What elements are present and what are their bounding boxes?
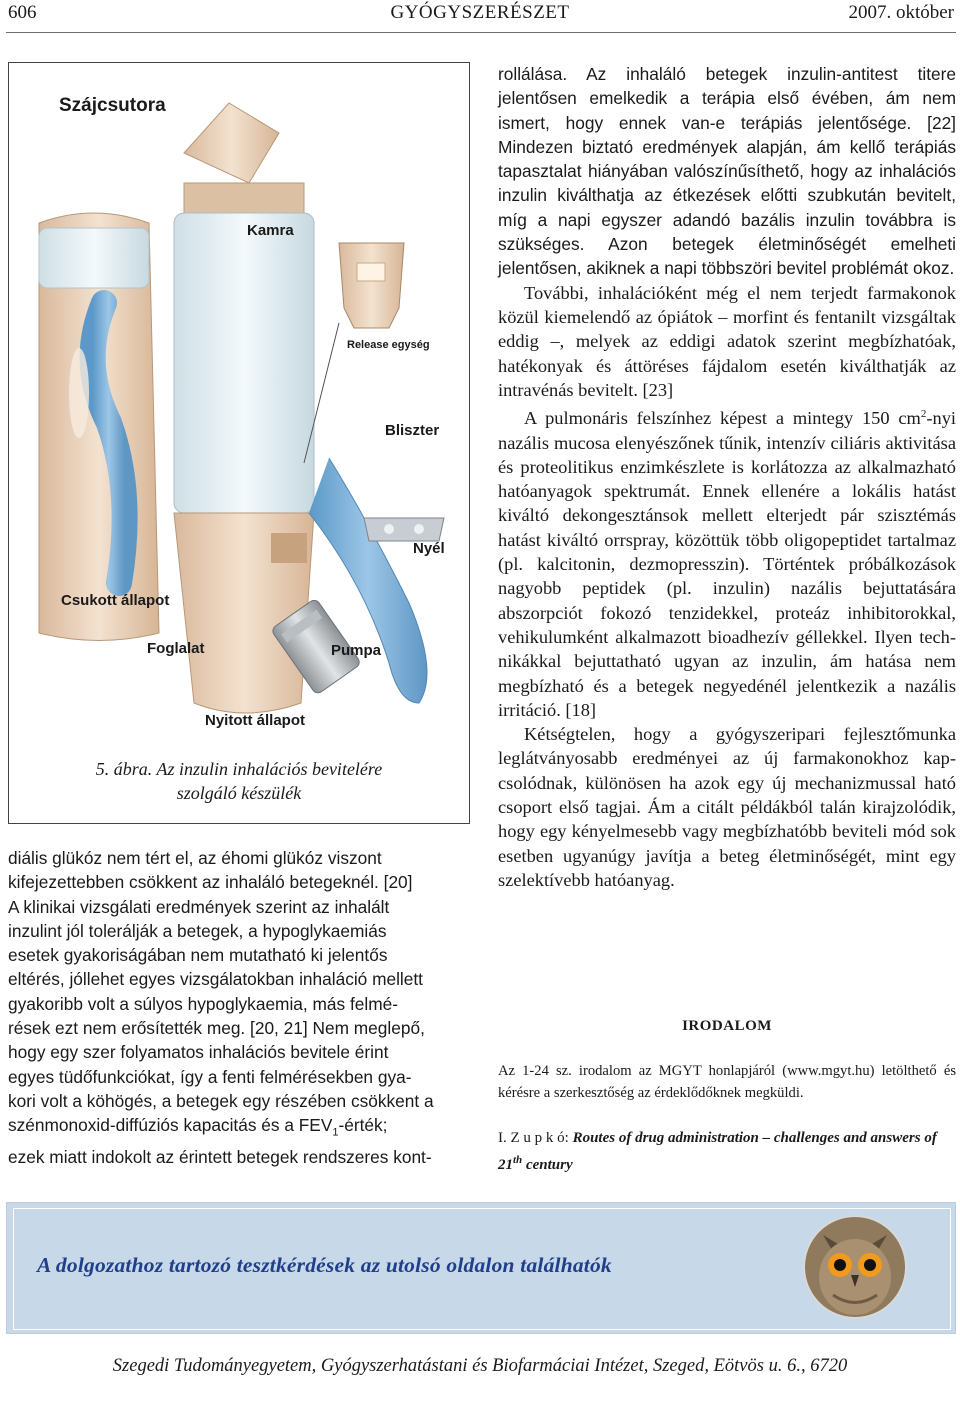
article-citation	[498, 1127, 956, 1176]
label-pump: Pumpa	[331, 642, 382, 659]
journal-name: GYÓGYSZERÉSZET	[390, 2, 570, 23]
fev-text-end: -érték;	[338, 1115, 388, 1136]
figure-caption	[9, 757, 469, 805]
paragraph-text: A pulmonáris felszínhez képest a mintegy 150 cm	[524, 408, 921, 429]
text-line: rések ezt nem erősítették meg. [20, 21] Nem meglepő,	[8, 1018, 425, 1039]
text-line: eltérés, jóllehet egyes vizsgálatokban inhaláció mellett	[8, 969, 423, 990]
label-mouthpiece: Szájcsutora	[59, 95, 166, 116]
label-open-state: Nyitott állapot	[205, 712, 305, 729]
text-line	[8, 1113, 468, 1145]
text-line: kori volt a köhögés, a betegek egy részében csökkent a	[8, 1090, 434, 1111]
citation-author: I. Z u p k ó:	[498, 1130, 569, 1146]
references-heading: IRODALOM	[682, 1018, 772, 1034]
fev-text: szénmonoxid-diffúziós kapacitás és a FEV	[8, 1115, 333, 1136]
citation-title: Routes of drug administration – challenges and answers of 21	[498, 1130, 937, 1173]
label-holder: Foglalat	[147, 640, 205, 657]
inhaler-illustration	[9, 63, 469, 753]
citation-title-end: century	[522, 1157, 573, 1173]
banner-text: A dolgozathoz tartozó tesztkérdések az utolsó oldalon találhatók	[37, 1253, 612, 1277]
text-line: A klinikai vizsgálati eredmények szerint az inhalált	[8, 896, 390, 917]
text-line: esetek gyakoriságában nem mutatható ki jelentős	[8, 945, 388, 966]
label-handle: Nyél	[413, 540, 445, 557]
running-header	[0, 0, 960, 28]
figure-number: 5. ábra.	[95, 759, 153, 779]
page-number: 606	[8, 2, 37, 23]
text-line: hogy egy szer folyamatos inhalációs bevitele érint	[8, 1042, 389, 1063]
closed-device	[39, 213, 159, 641]
issue-date: 2007. október	[848, 2, 954, 23]
open-device	[174, 103, 427, 713]
references-note: Az 1-24 sz. irodalom az MGYT honlapjáról (www.mgyt.hu) letölthető és kérésre a szerkesztőség az érdeklődőknek megküldi.	[498, 1063, 956, 1101]
author-affiliation: Szegedi Tudományegyetem, Gyógyszerhatástani és Biofarmáciai Intézet, Szeged, Eötvös u. 6., 6720	[112, 1356, 848, 1376]
label-blister: Bliszter	[385, 422, 440, 439]
figure-5	[8, 62, 470, 824]
paragraph: További, inhalációként még el nem terjedt farmakonok közül kiemelendő az ópiátok – morfint és fentanilt vizsgáltak eddig –, melyek az eddigi adatok szerint megbízhatóak, hatékonyak és áttöréses fájdalom esetén kiválthatják az intravénás bevitelt. [23]	[498, 282, 956, 400]
text-line: gyakoribb volt a súlyos hypoglykaemia, más felmé-	[8, 993, 398, 1014]
blister	[364, 518, 444, 541]
paragraph: rollálása. Az inhaláló betegek inzulin-antitest titere jelentősen emelkedik a terápia első évében, ám nem ismert, hogy ennek van-e terápiás jelentősége. [22] Mindezen biztató eredmények alapján, ám kellő terápiás tapasztalat hiányában valószínűsíthető, hogy az inhalációs inzulin kiválthatja az étkezések előtti szubkután bevitelt, míg a napi egyszer adandó bazális inzulin továbbra is szükséges. Azon betegek életminőségét emelheti jelentősen, akiknek a napi többszöri bevitel problémát okoz.	[498, 64, 956, 279]
owl-image	[803, 1215, 907, 1319]
text-line: ezek miatt indokolt az érintett betegek rendszeres kont-	[8, 1147, 432, 1168]
text-line: diális glükóz nem tért el, az éhomi glükóz viszont	[8, 848, 382, 868]
paragraph-text: -nyi nazális mucosa elenyészőnek tűnik, intenzív ciliáris aktivitása és proteolitikus enzimkészlete is korlátozza az alkalmazható hatóanyagok spektrumát. Ennek ellenére a lokális hatást kiváltó dekongesztánsok mellett elterjedt pár szisztémás hatást kiváltó orrspray, közöttük több oligopeptidet tartalmaz (pl. kalcitonin, dezmopresszin). Történtek próbálkozások nagyobb peptidek (pl. inzulin) nazális bejuttatására abszorpciót fokozó tenzidekkel, proteáz inhibitorokkal, vehikulumként alkalmazott bioadhezív géllekkel. Ilyen technikákkal bejuttatható ugyan az inzulin, ám hatása nem megbízható és a betegek negyedénél jelentkezik a nazális irritáció. [18]	[498, 408, 956, 720]
text-line: inzulint jól tolerálják a betegek, a hypoglykaemiás	[8, 920, 387, 941]
text-line: egyes tüdőfunkciókat, így a fenti felmérésekben gya-	[8, 1066, 412, 1087]
caption-line-2: szolgáló készülék	[176, 783, 302, 803]
citation-superscript: th	[513, 1154, 523, 1166]
right-column-text	[498, 62, 956, 892]
superscript: 2	[920, 408, 927, 421]
left-column-text	[8, 846, 468, 1169]
text-line: kifejezettebben csökkent az inhaláló betegeknél. [20]	[8, 872, 413, 893]
test-questions-banner	[6, 1202, 956, 1334]
paragraph: Kétségtelen, hogy a gyógyszeripari fejlesztőmunka leglátványosabb eredményei az új farmakonokhoz kapcsolódnak, különösen ha azok egy új mechanizmussal ható csoport első tagjai. Ám a citált példákból talán kirajzolódik, hogy egy kényelmesebb vagy megbízhatóbb beviteli mód sok esetben ugyanúgy javítja a beteg életminőségét, mint egy szelektívebb hatóanyag.	[498, 724, 956, 890]
paragraph	[498, 402, 956, 722]
label-closed-state: Csukott állapot	[61, 592, 170, 609]
header-rule	[6, 32, 956, 33]
caption-line-1: Az inzulin inhalációs bevitelére	[156, 759, 383, 779]
label-release-unit: Release egység	[347, 339, 430, 351]
label-chamber: Kamra	[247, 222, 294, 239]
fev-subscript: 1	[332, 1126, 339, 1139]
